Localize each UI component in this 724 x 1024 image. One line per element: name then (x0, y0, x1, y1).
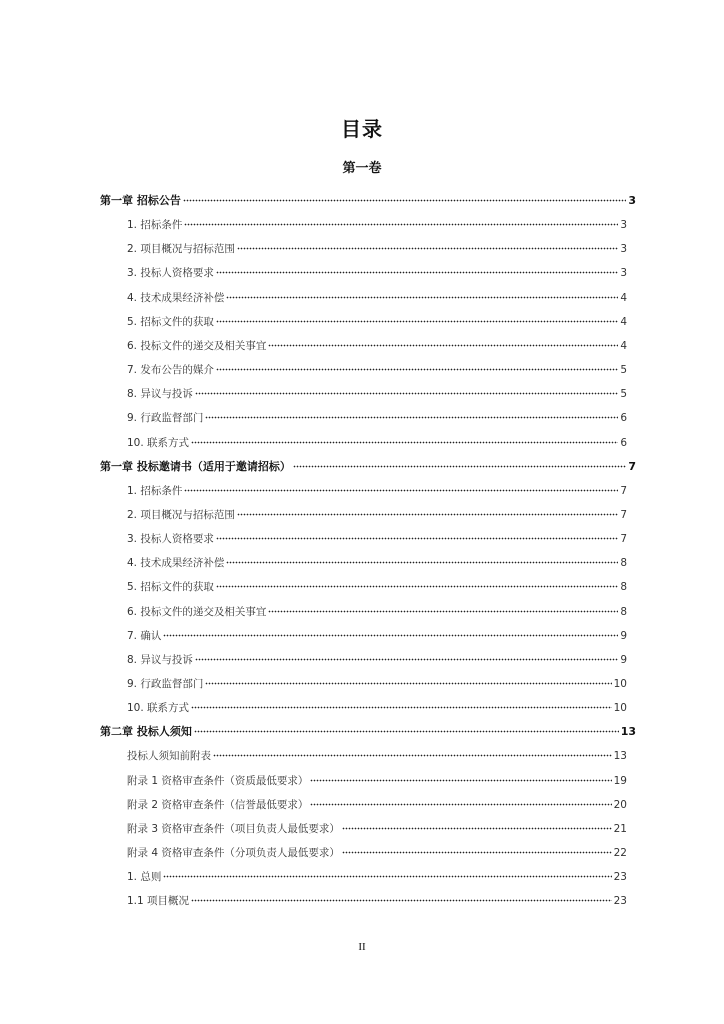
toc-entry-page: 8 (620, 605, 627, 618)
toc-entry-label: 2. 项目概况与招标范围 (127, 243, 235, 256)
toc-entry-page: 13 (613, 750, 627, 763)
toc-dot-leader (195, 379, 618, 397)
toc-dot-leader (226, 283, 618, 301)
toc-dot-leader (226, 548, 618, 566)
toc-entry-label: 8. 异议与投诉 (127, 653, 193, 666)
volume-title: 第一卷 (342, 161, 382, 176)
toc-entry-label: 4. 技术成果经济补偿 (127, 557, 225, 570)
toc-entry-label: 2. 项目概况与招标范围 (127, 508, 235, 521)
toc-entry-page: 9 (620, 629, 627, 642)
toc-entry-page: 21 (613, 822, 627, 835)
toc-entry-label: 第二章 投标人须知 (100, 725, 192, 739)
toc-section-row[interactable] (127, 766, 627, 787)
toc-entry-label: 第一章 投标邀请书（适用于邀请招标） (100, 459, 291, 473)
toc-entry-label: 5. 招标文件的获取 (127, 581, 214, 594)
toc-section-row[interactable] (127, 500, 627, 521)
toc-entry-page: 5 (620, 364, 627, 377)
toc-section-row[interactable] (127, 379, 627, 401)
toc-dot-leader (191, 886, 612, 904)
toc-entry-label: 9. 行政监督部门 (127, 412, 204, 425)
toc-entry-page: 8 (620, 557, 627, 570)
toc-entry-label: 7. 发布公告的媒介 (127, 364, 214, 377)
toc-entry-label: 10. 联系方式 (127, 436, 190, 449)
toc-section-row[interactable] (127, 597, 627, 618)
toc-entry-label: 投标人须知前附表 (127, 750, 211, 763)
toc-entry-label: 6. 投标文件的递交及相关事宜 (127, 605, 267, 618)
toc-section-row[interactable] (127, 862, 627, 884)
toc-entry-label: 1. 招标条件 (127, 219, 183, 232)
toc-entry-label: 6. 投标文件的递交及相关事宜 (127, 339, 267, 352)
toc-entry-page: 9 (620, 653, 627, 666)
toc-section-row[interactable] (127, 645, 627, 666)
toc-entry-page: 7 (620, 508, 627, 521)
toc-section-row[interactable] (127, 886, 627, 908)
toc-entry-label: 8. 异议与投诉 (127, 388, 193, 401)
toc-section-row[interactable] (127, 621, 627, 642)
toc-dot-leader (342, 814, 612, 832)
toc-dot-leader (184, 476, 618, 494)
toc-section-row[interactable] (127, 524, 627, 546)
toc-chapter-row[interactable] (100, 452, 636, 473)
toc-dot-leader (216, 307, 618, 325)
toc-dot-leader (194, 717, 619, 735)
toc-dot-leader (163, 621, 618, 639)
toc-dot-leader (216, 258, 618, 276)
toc-section-row[interactable] (127, 838, 627, 860)
toc-dot-leader (195, 645, 618, 663)
toc-entry-page: 3 (620, 267, 627, 280)
toc-entry-page: 20 (613, 798, 627, 811)
toc-section-row[interactable] (127, 669, 627, 690)
toc-entry-label: 第一章 招标公告 (100, 194, 181, 207)
toc-entry-page: 6 (620, 436, 627, 449)
toc-entry-page: 7 (628, 459, 636, 473)
toc-entry-page: 19 (613, 774, 627, 787)
toc-entry-page: 3 (628, 194, 636, 207)
toc-entry-page: 3 (620, 219, 627, 232)
toc-section-row[interactable] (127, 258, 627, 280)
toc-entry-page: 6 (620, 412, 627, 425)
toc-chapter-row[interactable] (100, 717, 636, 739)
toc-entry-label: 3. 投标人资格要求 (127, 267, 214, 280)
toc-section-row[interactable] (127, 355, 627, 377)
toc-section-row[interactable] (127, 428, 627, 449)
toc-section-row[interactable] (127, 790, 627, 811)
toc-entry-page: 23 (613, 871, 627, 884)
toc-section-row[interactable] (127, 572, 627, 594)
toc-dot-leader (205, 403, 618, 421)
toc-dot-leader (184, 210, 618, 228)
toc-section-row[interactable] (127, 403, 627, 425)
toc-entry-label: 附录 2 资格审查条件（信誉最低要求） (127, 798, 309, 811)
toc-entry-page: 4 (620, 339, 627, 352)
toc-entry-page: 5 (620, 388, 627, 401)
toc-entry-page: 4 (620, 315, 627, 328)
toc-entry-page: 22 (613, 847, 627, 860)
toc-entry-label: 1. 总则 (127, 871, 162, 884)
toc-section-row[interactable] (127, 741, 627, 763)
toc-dot-leader (183, 186, 627, 204)
toc-section-row[interactable] (127, 283, 627, 304)
toc-entry-page: 23 (613, 895, 627, 908)
toc-entry-page: 7 (620, 484, 627, 497)
toc-section-row[interactable] (127, 307, 627, 328)
toc-section-row[interactable] (127, 693, 627, 715)
toc-entry-label: 9. 行政监督部门 (127, 678, 204, 690)
toc-chapter-row[interactable] (100, 186, 636, 207)
toc-entry-label: 10. 联系方式 (127, 702, 190, 715)
toc-entry-label: 1.1 项目概况 (127, 895, 190, 908)
toc-dot-leader (216, 524, 618, 542)
toc-section-row[interactable] (127, 814, 627, 835)
toc-dot-leader (163, 862, 611, 880)
page-number: II (358, 941, 366, 953)
toc-dot-leader (213, 741, 612, 759)
toc-entry-label: 1. 招标条件 (127, 484, 183, 497)
toc-entry-page: 4 (620, 291, 627, 304)
toc-dot-leader (216, 572, 618, 590)
toc-entry-label: 4. 技术成果经济补偿 (127, 291, 225, 304)
toc-dot-leader (310, 766, 611, 784)
toc-dot-leader (191, 693, 612, 711)
toc-section-row[interactable] (127, 331, 627, 352)
toc-dot-leader (293, 452, 627, 470)
toc-entry-label: 5. 招标文件的获取 (127, 315, 214, 328)
toc-entry-page: 3 (620, 243, 627, 256)
toc-entry-page: 7 (620, 533, 627, 546)
toc-entry-label: 3. 投标人资格要求 (127, 533, 214, 546)
toc-dot-leader (237, 234, 618, 252)
toc-section-row[interactable] (127, 234, 627, 256)
toc-entry-label: 附录 4 资格审查条件（分项负责人最低要求） (127, 847, 340, 860)
toc-entry-page: 10 (613, 702, 627, 715)
toc-dot-leader (268, 597, 618, 615)
toc-dot-leader (342, 838, 612, 856)
page-title: 目录 (341, 117, 383, 141)
toc-dot-leader (216, 355, 618, 373)
toc-dot-leader (191, 428, 618, 446)
toc-section-row[interactable] (127, 210, 627, 232)
toc-dot-leader (237, 500, 618, 518)
toc-entry-page: 8 (620, 581, 627, 594)
toc-entry-label: 7. 确认 (127, 629, 162, 642)
toc-section-row[interactable] (127, 476, 627, 497)
toc-entry-page: 10 (613, 678, 627, 690)
toc-dot-leader (310, 790, 611, 808)
toc-dot-leader (268, 331, 618, 349)
toc-dot-leader (205, 669, 611, 687)
toc-entry-label: 附录 3 资格审查条件（项目负责人最低要求） (127, 822, 340, 835)
toc-entry-label: 附录 1 资格审查条件（资质最低要求） (127, 774, 309, 787)
toc-entry-page: 13 (620, 725, 636, 739)
toc-section-row[interactable] (127, 548, 627, 570)
